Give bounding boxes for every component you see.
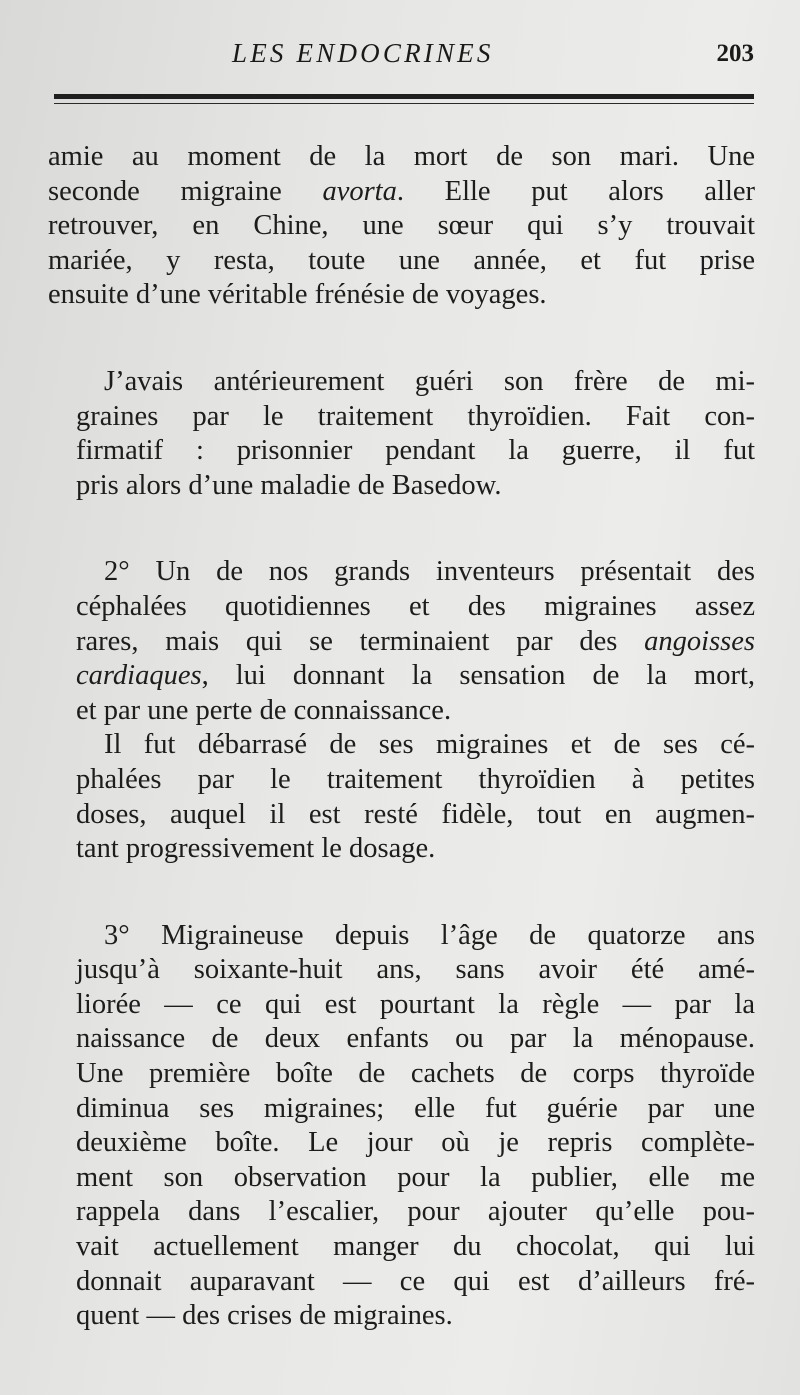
body-text (48, 140, 755, 1334)
italic-term: avorta (322, 175, 397, 207)
paragraph-spacer (48, 867, 755, 919)
text-line: Une première boîte de cachets de corps thyroïde (76, 1058, 755, 1090)
text-line: Il fut débarrasé de ses migraines et de ses cé- (104, 729, 755, 761)
text-line: et par une perte de connaissance. (76, 694, 452, 726)
text-line: liorée — ce qui est pourtant la règle — par la (76, 988, 755, 1020)
text-line: amie au moment de la mort de son mari. Une (48, 141, 755, 172)
paragraph-spacer (48, 503, 755, 555)
paragraph-case-2-outcome (48, 728, 755, 866)
text-line: phalées par le traitement thyroïdien à petites (76, 763, 755, 795)
text-line: 3° Migraineuse depuis l’âge de quatorze ans (104, 919, 755, 951)
text-line: vait actuellement manger du chocolat, qui lui (76, 1231, 755, 1263)
text-line: pris alors d’une maladie de Basedow. (76, 469, 502, 501)
text-line: tant progressivement le dosage. (76, 833, 436, 865)
page-number: 203 (716, 40, 754, 67)
header-rule-thick (54, 94, 754, 99)
paragraph-brother (48, 365, 755, 503)
text-line: retrouver, en Chine, une sœur qui s’y trouvait (48, 210, 755, 242)
text-line: ment son observation pour la publier, elle me (76, 1161, 755, 1193)
paragraph-continuation (48, 140, 755, 313)
text-line: doses, auquel il est resté fidèle, tout en augmen- (76, 798, 755, 830)
text-line: graines par le traitement thyroïdien. Fait con- (76, 400, 755, 432)
text-line: jusqu’à soixante-huit ans, sans avoir été amé- (76, 954, 755, 986)
paragraph-case-2 (48, 555, 755, 728)
running-head (0, 38, 800, 78)
text-line: seconde migraine avorta. Elle put alors aller (48, 175, 756, 207)
header-rule-thin (54, 103, 754, 104)
text-line: 2° Un de nos grands inventeurs présentait des (104, 556, 755, 588)
text-line: quent — des crises de migraines. (76, 1300, 453, 1332)
text-line: céphalées quotidiennes et des migraines assez (76, 590, 755, 622)
paragraph-case-3 (48, 919, 755, 1334)
text-line: firmatif : prisonnier pendant la guerre, il fut (76, 435, 755, 467)
text-line: naissance de deux enfants ou par la ménopause. (76, 1023, 755, 1055)
text-line: deuxième boîte. Le jour où je repris complète- (76, 1127, 755, 1159)
italic-term: angoisses (644, 625, 755, 657)
text-line: J’avais antérieurement guéri son frère de mi- (104, 365, 755, 397)
text-line: ensuite d’une véritable frénésie de voyages. (48, 279, 547, 311)
text-line: diminua ses migraines; elle fut guérie par une (76, 1092, 755, 1124)
text-line: rappela dans l’escalier, pour ajouter qu’elle pou- (76, 1196, 755, 1228)
text-line: cardiaques, lui donnant la sensation de la mort, (76, 660, 755, 692)
italic-term: cardiaques (76, 660, 202, 692)
text-line: mariée, y resta, toute une année, et fut prise (48, 244, 755, 276)
text-line: rares, mais qui se terminaient par des angoisses (76, 625, 755, 657)
paragraph-spacer (48, 313, 755, 365)
text-line: donnait auparavant — ce qui est d’ailleurs fré- (76, 1265, 755, 1297)
running-title: LES ENDOCRINES (232, 38, 494, 68)
